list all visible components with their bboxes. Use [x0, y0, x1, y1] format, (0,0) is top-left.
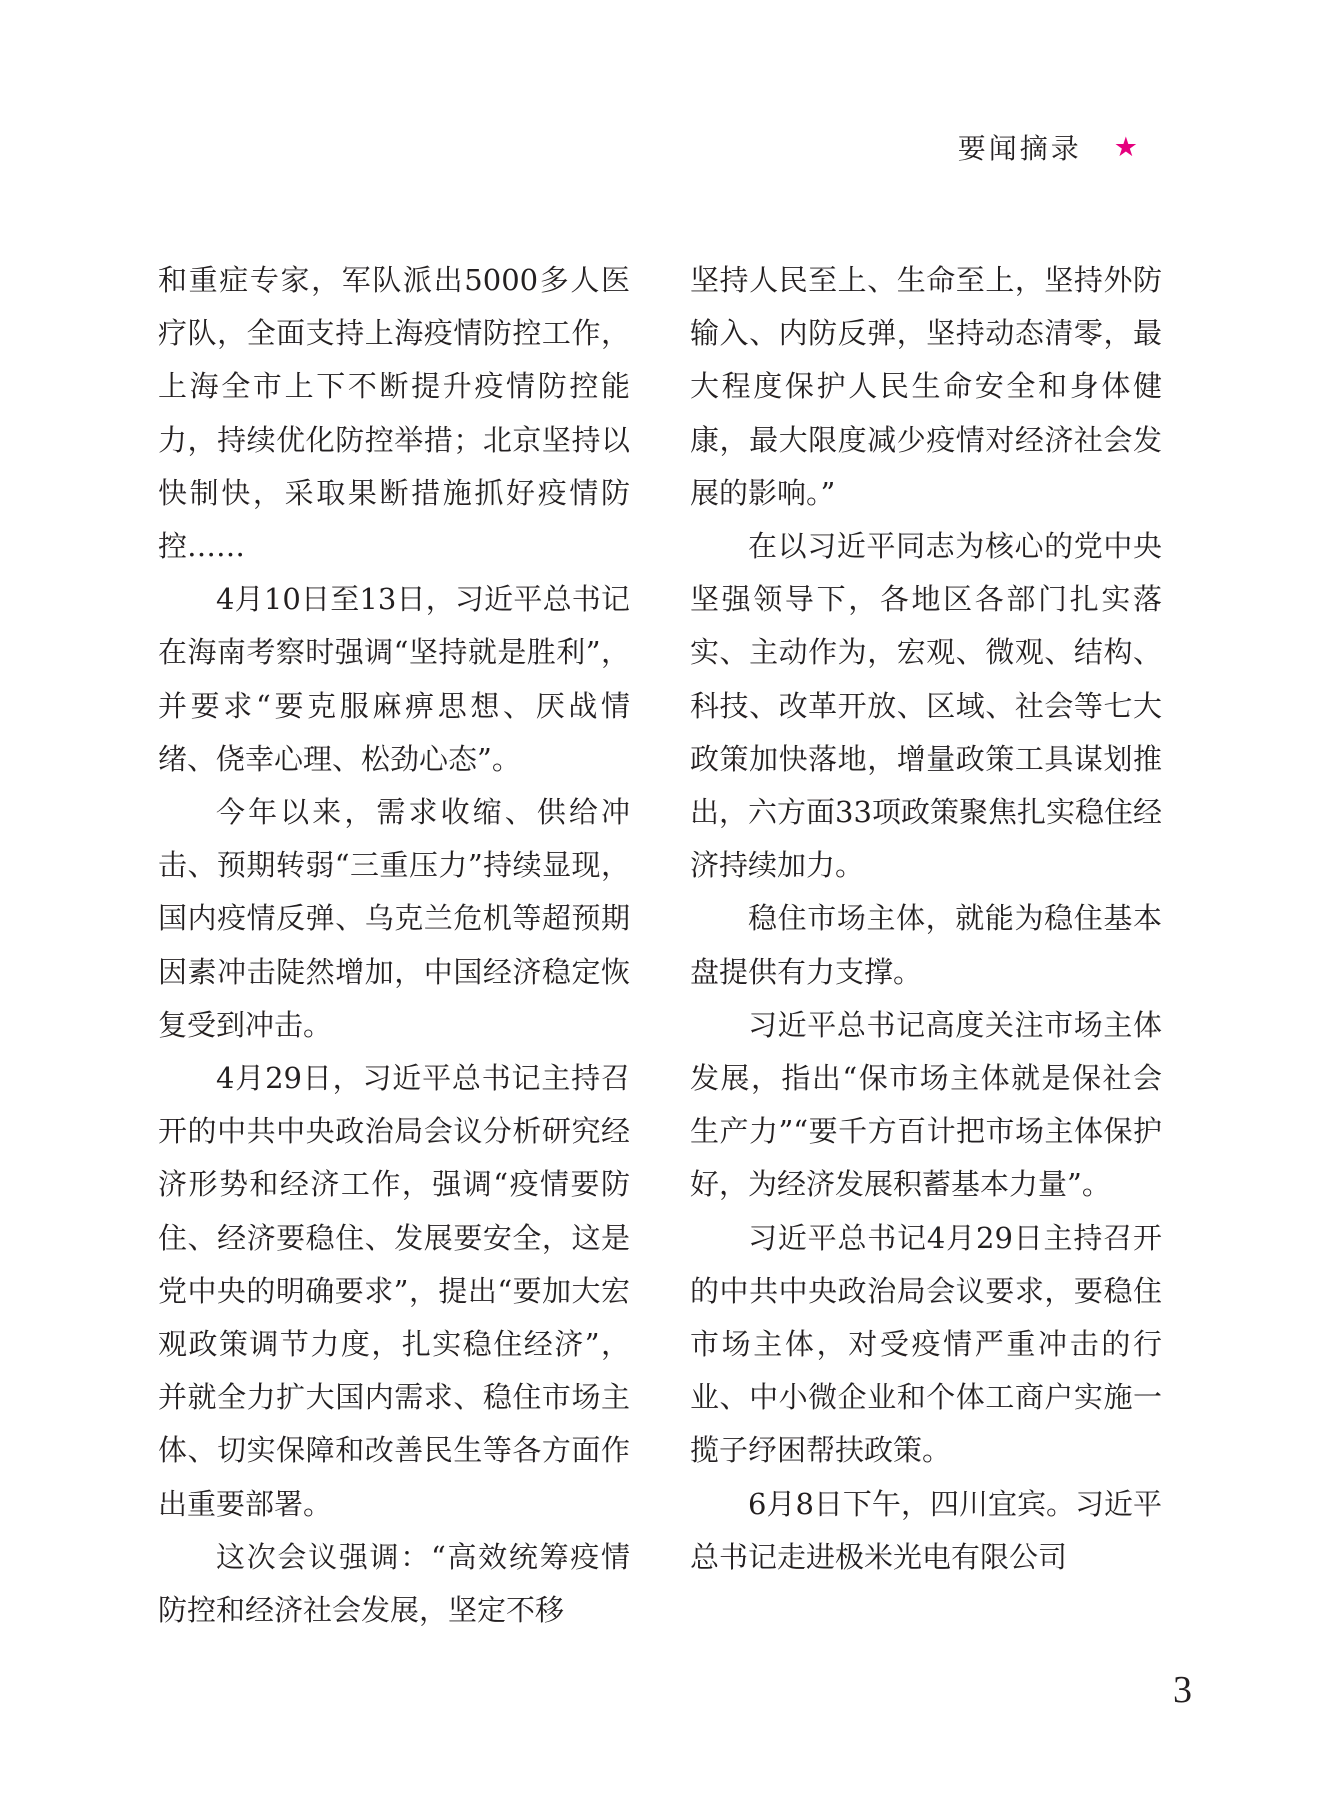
paragraph: 4月10日至13日，习近平总书记在海南考察时强调“坚持就是胜利”，并要求“要克服麻痹思想、厌战情绪、侥幸心理、松劲心态”。 [158, 582, 630, 776]
page-number: 3 [1173, 1669, 1192, 1711]
paragraph: 习近平总书记4月29日主持召开的中共中央政治局会议要求，要稳住市场主体，对受疫情严重冲击的行业、中小微企业和个体工商户实施一揽子纾困帮扶政策。 [690, 1220, 1162, 1468]
running-header [958, 127, 1141, 167]
paragraph: 在以习近平同志为核心的党中央坚强领导下，各地区各部门扎实落实、主动作为，宏观、微观、结构、科技、改革开放、区域、社会等七大政策加快落地，增量政策工具谋划推出，六方面33项政策聚焦扎实稳住经济持续加力。 [690, 529, 1162, 883]
paragraph: 坚持人民至上、生命至上，坚持外防输入、内防反弹，坚持动态清零，最大程度保护人民生命安全和身体健康，最大限度减少疫情对经济社会发展的影响。” [690, 263, 1162, 510]
paragraph: 稳住市场主体，就能为稳住基本盘提供有力支撑。 [690, 901, 1162, 989]
star-icon: ★ [1113, 131, 1141, 163]
paragraph: 和重症专家，军队派出5000多人医疗队，全面支持上海疫情防控工作，上海全市上下不断提升疫情防控能力，持续优化防控举措；北京坚持以快制快，采取果断措施抓好疫情防控…… [158, 263, 630, 564]
right-column [690, 254, 1162, 1584]
paragraph: 4月29日，习近平总书记主持召开的中共中央政治局会议分析研究经济形势和经济工作，强调“疫情要防住、经济要稳住、发展要安全，这是党中央的明确要求”，提出“要加大宏观政策调节力度，扎实稳住经济”，并就全力扩大国内需求、稳住市场主体、切实保障和改善民生等各方面作出重要部署。 [158, 1061, 630, 1521]
left-column [158, 254, 630, 1637]
paragraph: 这次会议强调：“高效统筹疫情防控和经济社会发展，坚定不移 [158, 1539, 630, 1628]
paragraph: 习近平总书记高度关注市场主体发展，指出“保市场主体就是保社会生产力”“要千方百计把市场主体保护好，为经济发展积蓄基本力量”。 [690, 1007, 1162, 1202]
paragraph: 今年以来，需求收缩、供给冲击、预期转弱“三重压力”持续显现，国内疫情反弹、乌克兰危机等超预期因素冲击陡然增加，中国经济稳定恢复受到冲击。 [158, 795, 630, 1042]
paragraph: 6月8日下午，四川宜宾。习近平总书记走进极米光电有限公司 [690, 1486, 1162, 1574]
section-title: 要闻摘录 [957, 132, 1082, 165]
